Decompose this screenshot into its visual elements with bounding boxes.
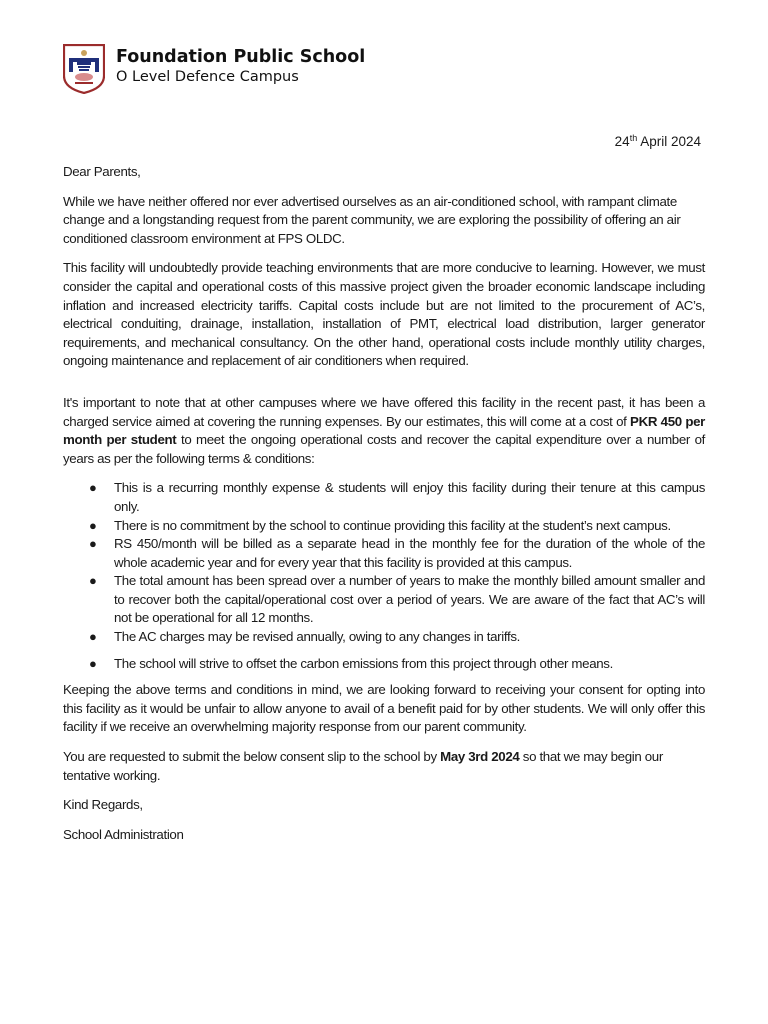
term-text: RS 450/month will be billed as a separate head in the monthly fee for the duration of the whole of the whole academic year and for every year that this facility is provided at this campus.: [114, 536, 705, 570]
school-crest-icon: [63, 44, 105, 94]
paragraph-pricing: [63, 394, 705, 468]
salutation: Dear Parents,: [63, 164, 141, 179]
bullet-icon: ●: [89, 573, 97, 589]
paragraph-consent: Keeping the above terms and conditions in mind, we are looking forward to receiving your consent for opting into this facility as it would be unfair to allow anyone to avail of a benefit paid for by other students. We will only offer this facility if we receive an overwhelming majority response from our parent community.: [63, 682, 705, 735]
paragraph-intro: While we have neither offered nor ever advertised ourselves as an air-conditioned school, with rampant climate change and a longstanding request from the parent community, we are exploring the possibility of offering an air conditioned classroom environment at FPS OLDC.: [63, 193, 681, 246]
bullet-icon: ●: [89, 517, 97, 533]
letterhead-text: [116, 44, 365, 86]
terms-list: [63, 479, 705, 673]
date-day: 24: [614, 134, 630, 149]
bullet-icon: ●: [89, 480, 97, 496]
term-text: The school will strive to offset the carbon emissions from this project through other means.: [114, 655, 613, 671]
pricing-text-after: to meet the ongoing operational costs and recover the capital expenditure over a number of years as per the following terms & conditions:: [63, 432, 705, 466]
term-text: The AC charges may be revised annually, owing to any changes in tariffs.: [114, 629, 520, 645]
paragraph-deadline: [63, 748, 705, 785]
terms-list-item: [63, 572, 705, 628]
letterhead: [63, 44, 365, 94]
bullet-icon: ●: [89, 536, 97, 552]
terms-list-item: [63, 628, 705, 647]
bullet-icon: ●: [89, 629, 97, 645]
campus-name: O Level Defence Campus: [116, 69, 299, 85]
pricing-amount: PKR 450 per month per student: [63, 413, 705, 448]
school-name: Foundation Public School: [116, 47, 366, 67]
terms-list-item: [63, 535, 705, 572]
term-text: This is a recurring monthly expense & students will enjoy this facility during their tenure at this campus only.: [114, 480, 705, 514]
date-suffix: th: [629, 133, 638, 143]
deadline-text-before: You are requested to submit the below consent slip to the school by: [63, 749, 441, 765]
pricing-text-before: It's important to note that at other campuses where we have offered this facility in the recent past, it has been a charged service aimed at covering the running expenses. By our estimates, this will come at a cost of: [63, 394, 705, 429]
term-text: The total amount has been spread over a number of years to make the monthly billed amount smaller and to recover both the capital/operational cost over a period of years. We are aware of the fact that AC’s will not be operational for all 12 months.: [114, 573, 705, 626]
terms-list-item: [63, 655, 705, 674]
terms-list-item: [63, 517, 705, 536]
deadline-text-after: so that we may begin our tentative working.: [63, 749, 663, 783]
terms-list-item: [63, 479, 705, 516]
paragraph-costs: This facility will undoubtedly provide teaching environments that are more conducive to learning. However, we must consider the capital and operational costs of this massive project given the broader economic landscape including inflation and increased electricity tariffs. Capital costs include but are not limited to the procurement of AC’s, electrical conduiting, drainage, installation, installation of PMT, electrical load distribution, larger generator requirements, and mechanical consultancy. On the other hand, operational costs include monthly utility charges, ongoing maintenance and replacement of air conditioners when required.: [63, 260, 705, 369]
date-month-year: April 2024: [637, 134, 701, 149]
deadline-date: May 3rd 2024: [440, 749, 520, 765]
term-text: There is no commitment by the school to continue providing this facility at the student’s next campus.: [114, 517, 671, 533]
signature: School Administration: [63, 826, 184, 842]
bullet-icon: ●: [89, 655, 97, 671]
letter-body: [63, 163, 705, 855]
letter-date: [615, 134, 701, 149]
closing: Kind Regards,: [63, 797, 143, 813]
